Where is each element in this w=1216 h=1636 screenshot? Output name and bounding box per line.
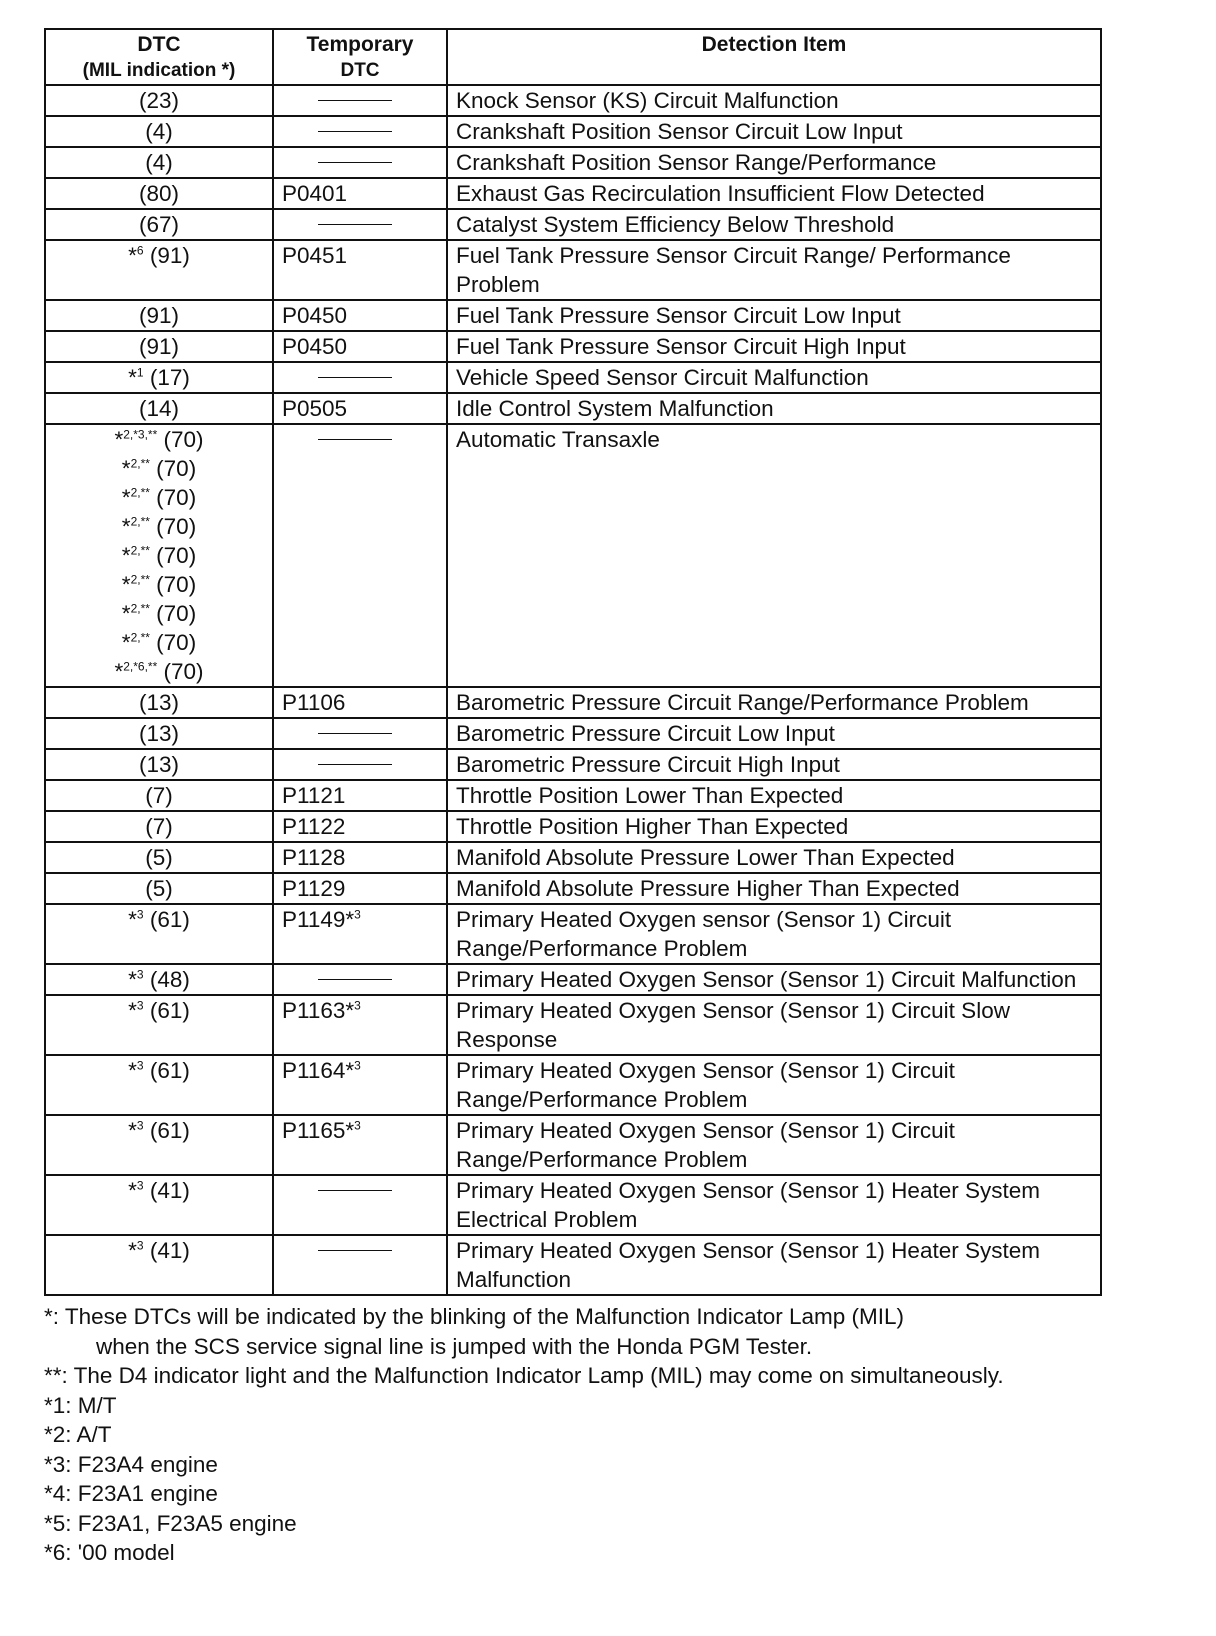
dtc-code: *$^3$ (61) bbox=[128, 1058, 190, 1083]
dtc-code: (5) bbox=[145, 845, 173, 870]
dtc-cell bbox=[45, 1175, 273, 1235]
dtc-code: (13) bbox=[138, 752, 179, 777]
detection-item-cell: Manifold Absolute Pressure Lower Than Expected bbox=[447, 842, 1101, 873]
dtc-cell bbox=[45, 995, 273, 1055]
table-row bbox=[45, 718, 1101, 749]
dtc-cell bbox=[45, 300, 273, 331]
dtc-code: *$^{2,**}$ (70) bbox=[121, 601, 197, 626]
table-row bbox=[45, 331, 1101, 362]
temporary-dtc-cell: P1106 bbox=[273, 687, 447, 718]
dtc-cell bbox=[45, 209, 273, 240]
dtc-code: *$^6$ (91) bbox=[128, 243, 190, 268]
detection-item-cell: Throttle Position Lower Than Expected bbox=[447, 780, 1101, 811]
dtc-code: (5) bbox=[145, 876, 173, 901]
dtc-code: *$^{2,**}$ (70) bbox=[121, 514, 197, 539]
dtc-code: *$^{2,*3,**}$ (70) bbox=[114, 427, 204, 452]
dtc-code: *$^3$ (61) bbox=[128, 907, 190, 932]
header-temp-label: Temporary bbox=[306, 33, 414, 56]
dtc-cell bbox=[45, 331, 273, 362]
dtc-cell bbox=[45, 393, 273, 424]
dtc-code: *$^3$ (61) bbox=[128, 998, 190, 1023]
dtc-cell bbox=[45, 964, 273, 995]
detection-item-cell: Barometric Pressure Circuit Low Input bbox=[447, 718, 1101, 749]
detection-item-cell: Fuel Tank Pressure Sensor Circuit Range/ Performance Problem bbox=[447, 240, 1101, 300]
table-row bbox=[45, 749, 1101, 780]
dtc-code: *$^3$ (61) bbox=[128, 1118, 190, 1143]
temporary-dtc-cell: P0450 bbox=[273, 300, 447, 331]
dtc-code: *$^3$ (41) bbox=[128, 1178, 190, 1203]
header-temporary-dtc bbox=[273, 29, 447, 85]
dtc-cell bbox=[45, 718, 273, 749]
temporary-dtc-cell bbox=[273, 718, 447, 749]
table-row bbox=[45, 1115, 1101, 1175]
document bbox=[44, 28, 1194, 1568]
table-row bbox=[45, 873, 1101, 904]
footnote-line: *6: '00 model bbox=[44, 1540, 175, 1565]
temporary-dtc-cell bbox=[273, 209, 447, 240]
detection-item-cell: Primary Heated Oxygen Sensor (Sensor 1) Heater System Malfunction bbox=[447, 1235, 1101, 1295]
dtc-code: *$^3$ (48) bbox=[128, 967, 190, 992]
table-row bbox=[45, 209, 1101, 240]
temporary-dtc-cell bbox=[273, 1235, 447, 1295]
dash-mark bbox=[318, 131, 392, 132]
dtc-cell bbox=[45, 1115, 273, 1175]
table-row bbox=[45, 995, 1101, 1055]
dtc-cell bbox=[45, 1055, 273, 1115]
dtc-code: *$^{2,**}$ (70) bbox=[121, 456, 197, 481]
dash-mark bbox=[318, 439, 392, 440]
temporary-dtc-cell bbox=[273, 749, 447, 780]
table-row bbox=[45, 85, 1101, 116]
table-row bbox=[45, 687, 1101, 718]
header-item-label: Detection Item bbox=[701, 33, 847, 56]
table-row bbox=[45, 147, 1101, 178]
table-row bbox=[45, 780, 1101, 811]
dtc-code: (67) bbox=[138, 212, 179, 237]
dash-mark bbox=[318, 764, 392, 765]
temporary-dtc-cell bbox=[273, 964, 447, 995]
table-row bbox=[45, 116, 1101, 147]
temporary-dtc-cell bbox=[273, 424, 447, 687]
table-body bbox=[45, 85, 1101, 1295]
dtc-code: (4) bbox=[145, 119, 173, 144]
dtc-cell bbox=[45, 904, 273, 964]
footnote-line: **: The D4 indicator light and the Malfunction Indicator Lamp (MIL) may come on simultaneously. bbox=[44, 1363, 1004, 1388]
dtc-cell bbox=[45, 1235, 273, 1295]
dash-mark bbox=[318, 162, 392, 163]
table-row bbox=[45, 1175, 1101, 1235]
footnote-line: *: These DTCs will be indicated by the blinking of the Malfunction Indicator Lamp (MIL) bbox=[44, 1304, 904, 1329]
dash-mark bbox=[318, 1250, 392, 1251]
table-row bbox=[45, 904, 1101, 964]
dtc-cell bbox=[45, 240, 273, 300]
table-row bbox=[45, 842, 1101, 873]
table-row bbox=[45, 424, 1101, 687]
temporary-dtc-cell: P0451 bbox=[273, 240, 447, 300]
footnote-line: when the SCS service signal line is jumped with the Honda PGM Tester. bbox=[96, 1333, 813, 1359]
footnote-line: *5: F23A1, F23A5 engine bbox=[44, 1510, 297, 1536]
dtc-cell bbox=[45, 85, 273, 116]
detection-item-cell: Fuel Tank Pressure Sensor Circuit High Input bbox=[447, 331, 1101, 362]
dtc-code: *$^1$ (17) bbox=[128, 365, 190, 390]
temporary-dtc-cell: P1128 bbox=[273, 842, 447, 873]
footnote-line: *3: F23A4 engine bbox=[44, 1451, 218, 1477]
detection-item-cell: Fuel Tank Pressure Sensor Circuit Low Input bbox=[447, 300, 1101, 331]
detection-item-cell: Primary Heated Oxygen Sensor (Sensor 1) Circuit Range/Performance Problem bbox=[447, 1115, 1101, 1175]
detection-item-cell: Primary Heated Oxygen sensor (Sensor 1) Circuit Range/Performance Problem bbox=[447, 904, 1101, 964]
detection-item-cell: Primary Heated Oxygen Sensor (Sensor 1) Circuit Malfunction bbox=[447, 964, 1101, 995]
dtc-cell bbox=[45, 687, 273, 718]
temporary-dtc-cell: P1122 bbox=[273, 811, 447, 842]
dash-mark bbox=[318, 1190, 392, 1191]
detection-item-cell: Barometric Pressure Circuit Range/Performance Problem bbox=[447, 687, 1101, 718]
detection-item-cell: Exhaust Gas Recirculation Insufficient Flow Detected bbox=[447, 178, 1101, 209]
detection-item-cell: Idle Control System Malfunction bbox=[447, 393, 1101, 424]
detection-item-cell: Knock Sensor (KS) Circuit Malfunction bbox=[447, 85, 1101, 116]
table-row bbox=[45, 1055, 1101, 1115]
temporary-dtc-cell: P1163*$^3$ bbox=[273, 995, 447, 1055]
footnote-line: *2: A/T bbox=[44, 1422, 112, 1447]
dtc-cell bbox=[45, 811, 273, 842]
header-dtc-label: DTC bbox=[137, 33, 181, 56]
temporary-dtc-cell bbox=[273, 362, 447, 393]
detection-item-cell: Primary Heated Oxygen Sensor (Sensor 1) Circuit Slow Response bbox=[447, 995, 1101, 1055]
header-dtc-sub: (MIL indication *) bbox=[82, 60, 236, 81]
dtc-cell bbox=[45, 178, 273, 209]
dtc-cell bbox=[45, 780, 273, 811]
table-header-row bbox=[45, 29, 1101, 85]
dtc-cell bbox=[45, 873, 273, 904]
dtc-code: (7) bbox=[145, 814, 173, 839]
table-row bbox=[45, 1235, 1101, 1295]
detection-item-cell: Throttle Position Higher Than Expected bbox=[447, 811, 1101, 842]
temporary-dtc-cell bbox=[273, 147, 447, 178]
dtc-code: (91) bbox=[138, 334, 179, 359]
table-row bbox=[45, 240, 1101, 300]
dtc-code: (23) bbox=[138, 88, 179, 113]
detection-item-cell: Automatic Transaxle bbox=[447, 424, 1101, 687]
temporary-dtc-cell: P0401 bbox=[273, 178, 447, 209]
header-temp-sub: DTC bbox=[340, 60, 380, 81]
temporary-dtc-cell bbox=[273, 85, 447, 116]
dtc-cell bbox=[45, 147, 273, 178]
temporary-dtc-cell: P1164*$^3$ bbox=[273, 1055, 447, 1115]
detection-item-cell: Crankshaft Position Sensor Range/Performance bbox=[447, 147, 1101, 178]
table-row bbox=[45, 178, 1101, 209]
detection-item-cell: Primary Heated Oxygen Sensor (Sensor 1) Circuit Range/Performance Problem bbox=[447, 1055, 1101, 1115]
dtc-code: (80) bbox=[138, 181, 179, 206]
dtc-cell bbox=[45, 842, 273, 873]
dtc-code: *$^3$ (41) bbox=[128, 1238, 190, 1263]
temporary-dtc-cell: P1121 bbox=[273, 780, 447, 811]
dtc-cell bbox=[45, 424, 273, 687]
temporary-dtc-cell bbox=[273, 1175, 447, 1235]
dtc-code: *$^{2,*6,**}$ (70) bbox=[114, 659, 204, 684]
temporary-dtc-cell: P1149*$^3$ bbox=[273, 904, 447, 964]
dtc-table bbox=[44, 28, 1102, 1296]
temporary-dtc-cell: P0505 bbox=[273, 393, 447, 424]
temporary-dtc-cell bbox=[273, 116, 447, 147]
dtc-code: (4) bbox=[145, 150, 173, 175]
footnotes bbox=[44, 1302, 1194, 1568]
dash-mark bbox=[318, 224, 392, 225]
temporary-dtc-cell: P0450 bbox=[273, 331, 447, 362]
dash-mark bbox=[318, 377, 392, 378]
dtc-cell bbox=[45, 362, 273, 393]
header-detection-item bbox=[447, 29, 1101, 85]
dash-mark bbox=[318, 979, 392, 980]
dash-mark bbox=[318, 733, 392, 734]
dtc-code: *$^{2,**}$ (70) bbox=[121, 630, 197, 655]
dtc-code: (7) bbox=[145, 783, 173, 808]
dtc-code: (14) bbox=[138, 396, 179, 421]
detection-item-cell: Crankshaft Position Sensor Circuit Low Input bbox=[447, 116, 1101, 147]
detection-item-cell: Barometric Pressure Circuit High Input bbox=[447, 749, 1101, 780]
table-row bbox=[45, 964, 1101, 995]
dtc-code: (13) bbox=[138, 690, 179, 715]
dash-mark bbox=[318, 100, 392, 101]
footnote-line: *1: M/T bbox=[44, 1392, 117, 1418]
dtc-code: *$^{2,**}$ (70) bbox=[121, 485, 197, 510]
table-row bbox=[45, 362, 1101, 393]
dtc-code: *$^{2,**}$ (70) bbox=[121, 572, 197, 597]
dtc-cell bbox=[45, 116, 273, 147]
table-row bbox=[45, 811, 1101, 842]
table-row bbox=[45, 393, 1101, 424]
dtc-code: (91) bbox=[138, 303, 179, 328]
header-dtc bbox=[45, 29, 273, 85]
detection-item-cell: Manifold Absolute Pressure Higher Than Expected bbox=[447, 873, 1101, 904]
temporary-dtc-cell: P1165*$^3$ bbox=[273, 1115, 447, 1175]
temporary-dtc-cell: P1129 bbox=[273, 873, 447, 904]
dtc-code: *$^{2,**}$ (70) bbox=[121, 543, 197, 568]
dtc-code: (13) bbox=[138, 721, 179, 746]
detection-item-cell: Vehicle Speed Sensor Circuit Malfunction bbox=[447, 362, 1101, 393]
footnote-line: *4: F23A1 engine bbox=[44, 1481, 218, 1506]
detection-item-cell: Primary Heated Oxygen Sensor (Sensor 1) Heater System Electrical Problem bbox=[447, 1175, 1101, 1235]
dtc-cell bbox=[45, 749, 273, 780]
detection-item-cell: Catalyst System Efficiency Below Threshold bbox=[447, 209, 1101, 240]
table-row bbox=[45, 300, 1101, 331]
